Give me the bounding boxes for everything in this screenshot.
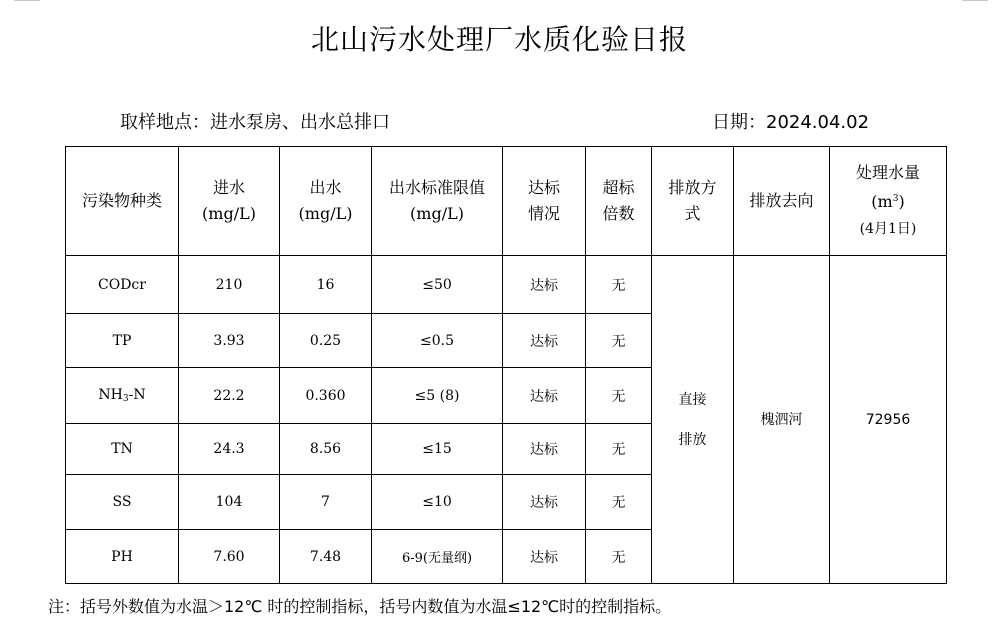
footnote: 注：括号外数值为水温＞12℃ 时的控制指标，括号内数值为水温≤12℃时的控制指标。 [48,597,672,616]
effluent-cell: 16 [280,256,372,314]
exceed-cell: 无 [586,530,652,584]
corner-mark-right [962,0,988,1]
limit-cell: ≤0.5 [372,314,503,368]
limit-cell: 6-9(无量纲) [372,530,503,584]
discharge-destination-cell: 槐泗河 [734,256,830,584]
pollutant-cell: TN [66,424,179,475]
status-cell: 达标 [503,256,586,314]
influent-cell: 210 [179,256,280,314]
header-row [66,147,947,256]
water-quality-table [65,146,947,584]
effluent-cell: 7.48 [280,530,372,584]
status-cell: 达标 [503,314,586,368]
page-title: 北山污水处理厂水质化验日报 [310,23,688,56]
header-effluent: 出水 (mg/L) [280,147,372,256]
pollutant-cell: PH [66,530,179,584]
exceed-cell: 无 [586,256,652,314]
header-exceed: 超标 倍数 [586,147,652,256]
influent-cell: 104 [179,475,280,530]
sampling-location: 取样地点：进水泵房、出水总排口 [120,112,390,133]
header-discharge-method: 排放方 式 [652,147,734,256]
limit-cell: ≤5 (8) [372,368,503,424]
header-compliance: 达标 情况 [503,147,586,256]
pollutant-cell: TP [66,314,179,368]
header-discharge-destination: 排放去向 [734,147,830,256]
discharge-method-cell: 直接 排放 [652,256,734,584]
influent-cell: 22.2 [179,368,280,424]
effluent-cell: 0.25 [280,314,372,368]
report-date: 日期：2024.04.02 [712,112,870,133]
corner-mark-left [14,0,40,1]
exceed-cell: 无 [586,424,652,475]
header-limit: 出水标准限值 (mg/L) [372,147,503,256]
status-cell: 达标 [503,368,586,424]
pollutant-cell: $NH_3-N$ [66,368,179,424]
effluent-cell: 8.56 [280,424,372,475]
status-cell: 达标 [503,424,586,475]
influent-cell: 24.3 [179,424,280,475]
table-row [66,256,947,314]
status-cell: 达标 [503,475,586,530]
effluent-cell: 0.360 [280,368,372,424]
influent-cell: 3.93 [179,314,280,368]
limit-cell: ≤50 [372,256,503,314]
status-cell: 达标 [503,530,586,584]
limit-cell: ≤15 [372,424,503,475]
pollutant-cell: CODcr [66,256,179,314]
exceed-cell: 无 [586,314,652,368]
header-treated-volume: 处理水量 $(m^3)$ (4月1日) [830,147,947,256]
exceed-cell: 无 [586,368,652,424]
pollutant-cell: SS [66,475,179,530]
exceed-cell: 无 [586,475,652,530]
effluent-cell: 7 [280,475,372,530]
treated-volume-cell: 72956 [830,256,947,584]
header-influent: 进水 (mg/L) [179,147,280,256]
header-pollutant: 污染物种类 [66,147,179,256]
limit-cell: ≤10 [372,475,503,530]
influent-cell: 7.60 [179,530,280,584]
